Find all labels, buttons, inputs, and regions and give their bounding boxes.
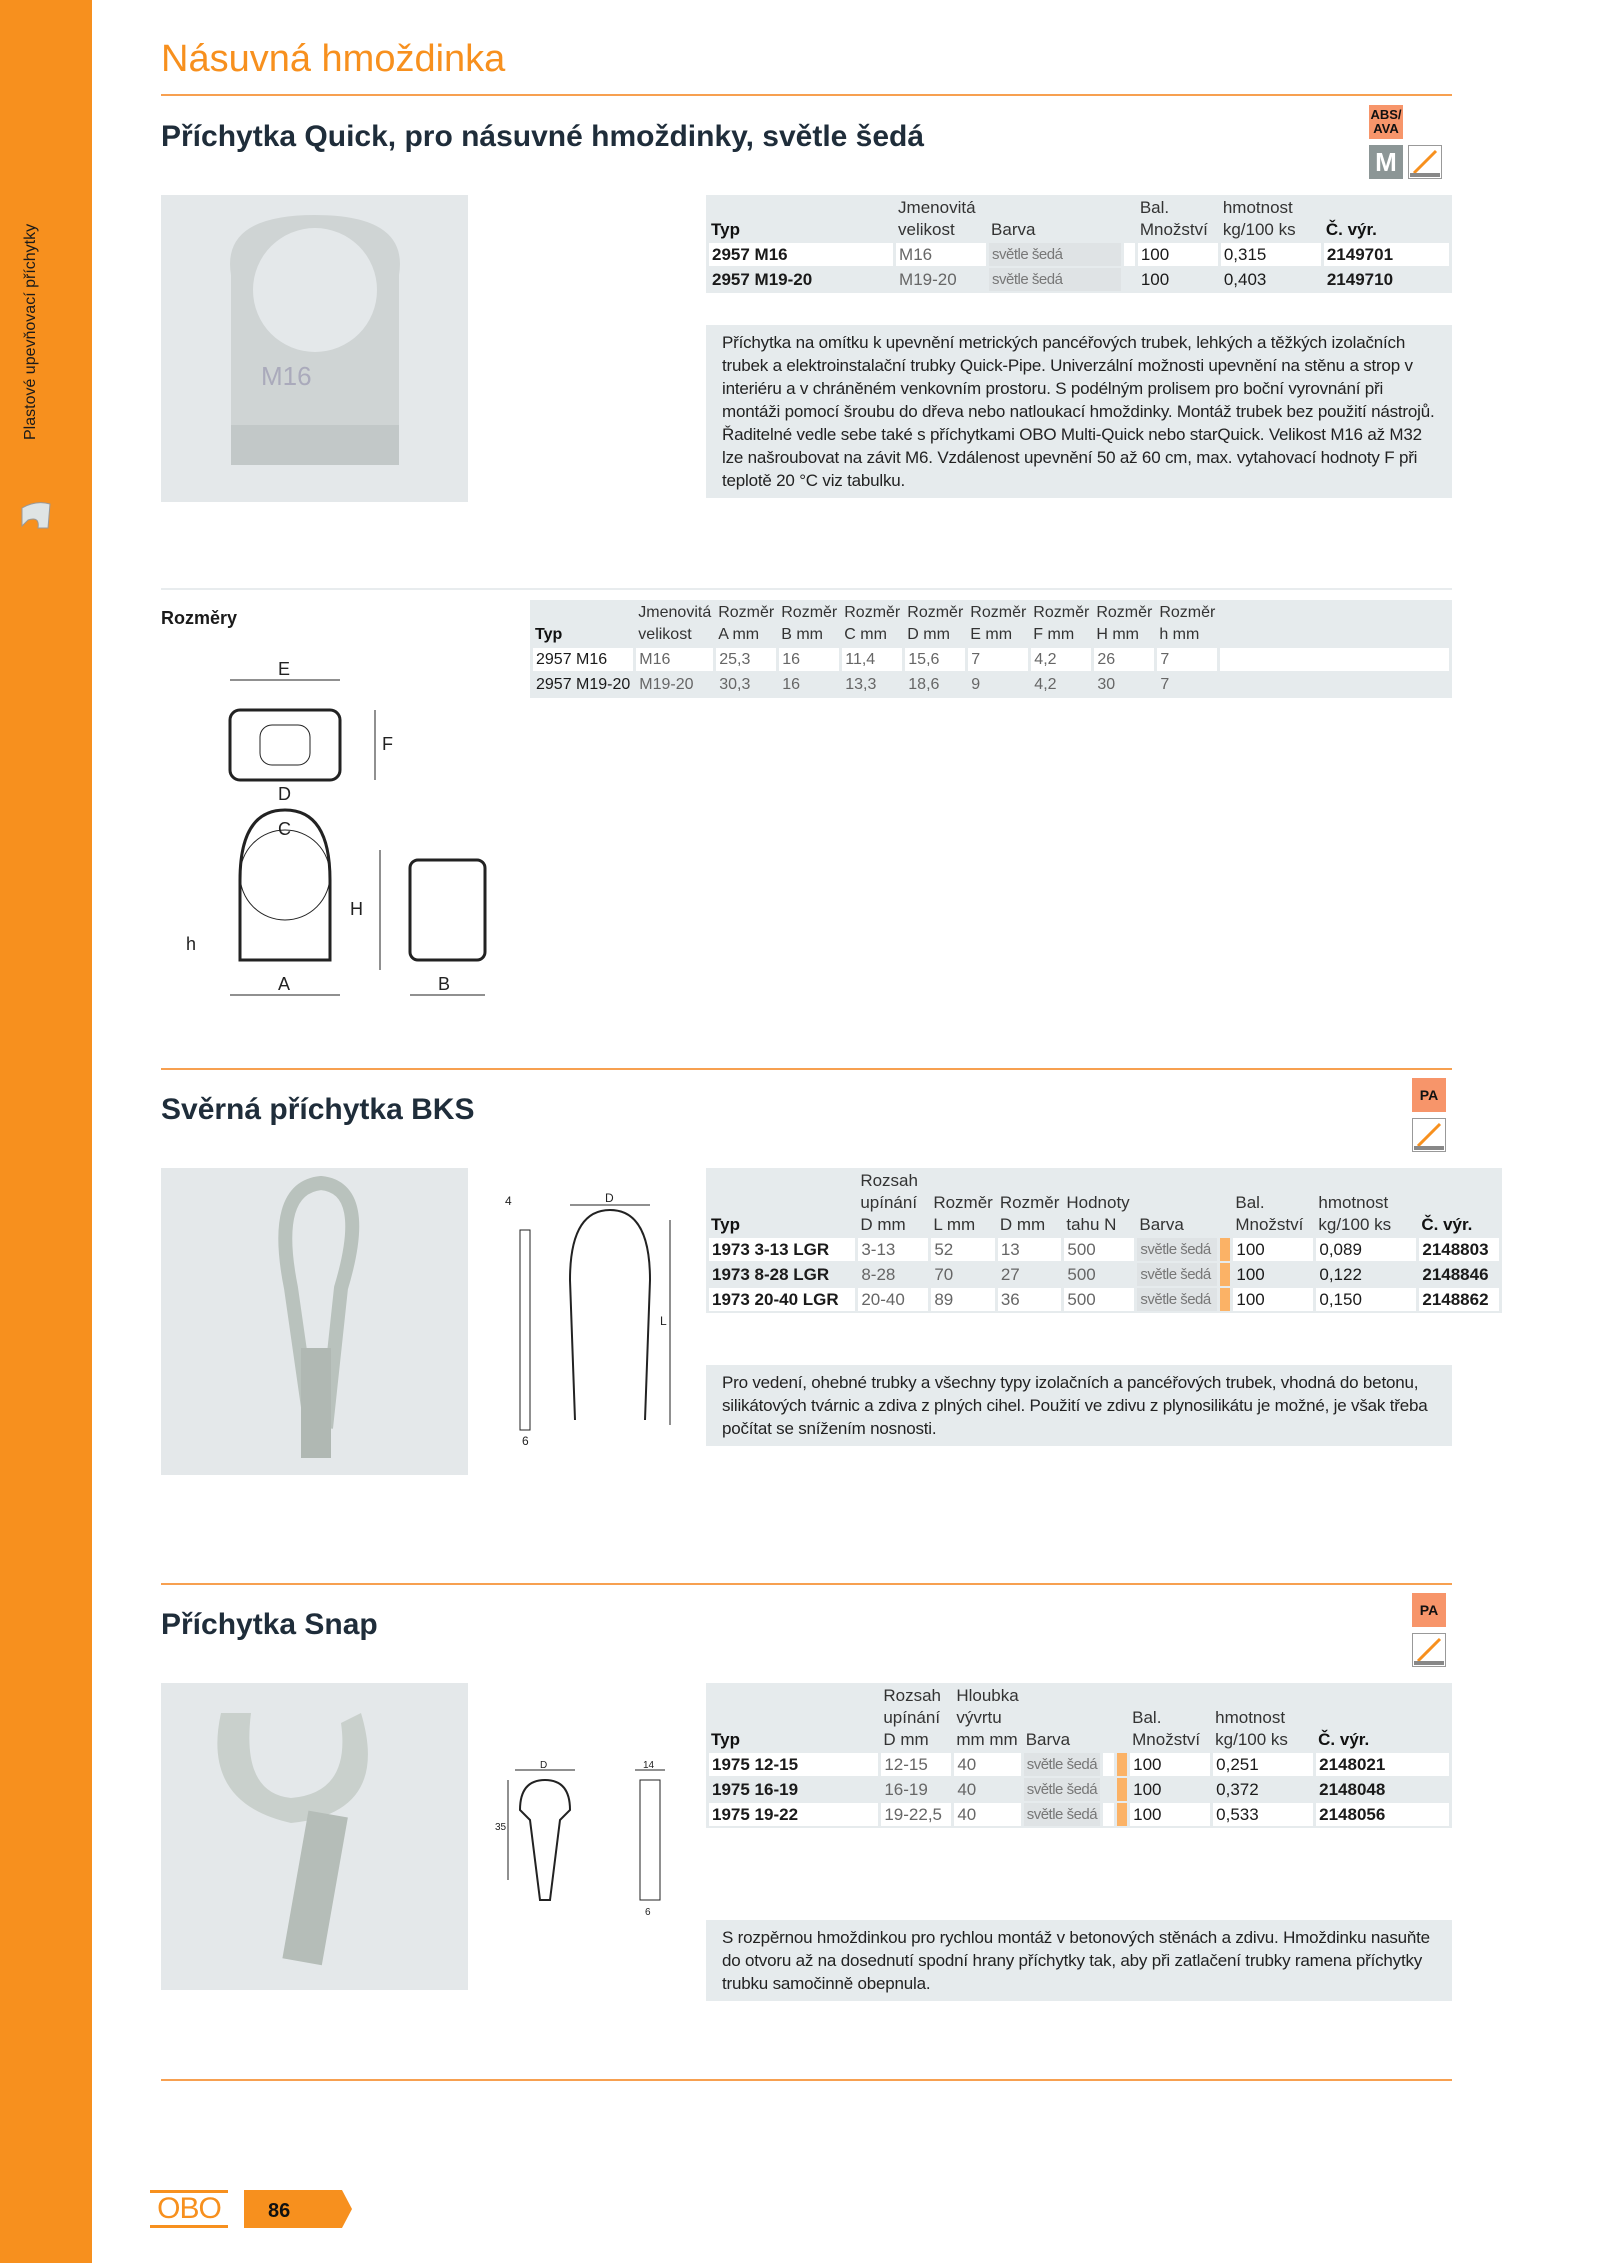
- table-cell: 100: [1130, 1803, 1210, 1826]
- table-row: [709, 1778, 1449, 1801]
- svg-text:D: D: [278, 784, 291, 804]
- table-cell: 40: [954, 1753, 1020, 1776]
- table-cell: 3-13: [858, 1238, 928, 1261]
- table-cell: M19-20: [896, 268, 986, 291]
- table-cell: 100: [1233, 1263, 1313, 1286]
- table-cell: 2148021: [1316, 1753, 1449, 1776]
- table-cell: světle šedá: [1024, 1753, 1100, 1776]
- table-cell: 2957 M19-20: [533, 673, 633, 696]
- table-cell: 1975 19-22: [709, 1803, 878, 1826]
- table-cell: světle šedá: [1137, 1288, 1217, 1311]
- svg-text:4: 4: [505, 1194, 512, 1208]
- column-header: Typ: [711, 220, 740, 239]
- table-cell: 4,2: [1031, 673, 1091, 696]
- table-cell: 1973 8-28 LGR: [709, 1263, 855, 1286]
- svg-text:C: C: [278, 819, 291, 839]
- product-photo: [161, 1683, 468, 1990]
- table-cell: 70: [931, 1263, 995, 1286]
- table-cell: 36: [998, 1288, 1062, 1311]
- table-cell: 0,315: [1221, 243, 1321, 266]
- table-cell: [1220, 1238, 1230, 1261]
- table-cell: světle šedá: [1024, 1803, 1100, 1826]
- product-description: S rozpěrnou hmoždinkou pro rychlou montáž v betonových stěnách a zdivu. Hmoždinku nasuňte do otvoru až na dosednutí spodní hrany příchytky tak, aby při zatlačení trubky ramena příchytky trubku samočinně obepnula.: [706, 1920, 1452, 2001]
- svg-text:F: F: [382, 734, 393, 754]
- column-header: [1117, 1685, 1127, 1751]
- table-cell: 20-40: [858, 1288, 928, 1311]
- svg-text:E: E: [278, 659, 291, 679]
- dimension-drawing: [490, 1190, 690, 1450]
- table-cell: 0,089: [1316, 1238, 1416, 1261]
- table-cell: světle šedá: [1024, 1778, 1100, 1801]
- table-cell: světle šedá: [989, 268, 1121, 291]
- table-cell: [1220, 673, 1449, 696]
- table-cell: 2957 M16: [533, 648, 633, 671]
- table-cell: M16: [636, 648, 713, 671]
- table-cell: M16: [896, 243, 986, 266]
- chapter-title: Násuvná hmoždinka: [161, 38, 506, 80]
- table-row: [709, 1288, 1499, 1311]
- table-cell: světle šedá: [1137, 1263, 1217, 1286]
- svg-text:D: D: [605, 1191, 614, 1205]
- table-cell: [1220, 1263, 1230, 1286]
- table-cell: 15,6: [905, 648, 965, 671]
- column-header: hmotnost kg/100 ks: [1215, 1708, 1288, 1749]
- section-title: Příchytka Quick, pro násuvné hmoždinky, světle šedá: [161, 120, 925, 153]
- table-row: [709, 243, 1449, 266]
- divider: [161, 1068, 1452, 1070]
- halogen-free-icon: [1412, 1118, 1446, 1152]
- material-badge: M: [1369, 145, 1403, 179]
- column-header: [1220, 1170, 1230, 1236]
- dimensions-label: Rozměry: [161, 608, 238, 628]
- page-number: 86: [268, 2200, 291, 2222]
- product-table: [706, 1168, 1502, 1313]
- table-cell: 1973 3-13 LGR: [709, 1238, 855, 1261]
- table-cell: [1124, 243, 1134, 266]
- table-cell: 500: [1064, 1263, 1134, 1286]
- column-header: Rozměr h mm: [1159, 604, 1216, 643]
- dimension-drawing: [170, 650, 490, 1020]
- table-cell: 9: [968, 673, 1028, 696]
- table-cell: [1117, 1803, 1127, 1826]
- column-header: [1220, 602, 1449, 646]
- table-row: [533, 648, 1449, 671]
- column-header: Rozměr D mm: [907, 604, 964, 643]
- column-header: Rozměr B mm: [781, 604, 838, 643]
- column-header: Bal. Množství: [1235, 1193, 1304, 1234]
- material-badge: ABS/ AVA: [1369, 105, 1403, 139]
- column-header: Rozměr D mm: [999, 1193, 1060, 1234]
- product-photo: [161, 1168, 468, 1475]
- product-description: Příchytka na omítku k upevnění metrických pancéřových trubek, lehkých a těžkých izolačních trubek a elektroinstalační trubky Quick-Pipe. Univerzální možnosti upevnění na stěnu a strop v interiéru a v chráněném venkovním prostoru. S podélným prolisem pro boční vyrovnání při montáži pomocí šroubu do dřeva nebo natloukací hmoždinky. Montáž trubek bez použití nástrojů. Řaditelné vedle sebe také s příchytkami OBO Multi-Quick nebo starQuick. Velikost M16 až M32 lze našroubovat na závit M6. Vzdálenost upevnění 50 až 60 cm, max. vytahovací hodnoty F při teplotě 20 °C viz tabulku.: [706, 325, 1452, 498]
- table-cell: 52: [931, 1238, 995, 1261]
- page-number-tab: [244, 2190, 354, 2228]
- table-cell: 27: [998, 1263, 1062, 1286]
- section-title: Příchytka Snap: [161, 1608, 378, 1641]
- column-header: Hloubka vývrtu mm mm: [956, 1686, 1019, 1749]
- divider: [161, 1583, 1452, 1585]
- section-title: Svěrná příchytka BKS: [161, 1093, 475, 1126]
- table-cell: 16: [779, 673, 839, 696]
- table-cell: 2957 M16: [709, 243, 893, 266]
- svg-text:D: D: [540, 1760, 548, 1771]
- table-cell: 40: [954, 1803, 1020, 1826]
- table-cell: 1973 20-40 LGR: [709, 1288, 855, 1311]
- product-table: [706, 1683, 1452, 1828]
- column-header: Č. výr.: [1318, 1730, 1370, 1749]
- table-cell: 13: [998, 1238, 1062, 1261]
- table-row: [709, 1263, 1499, 1286]
- halogen-free-icon: [1408, 145, 1442, 179]
- column-header: Jmenovitá velikost: [638, 604, 712, 643]
- column-header: Bal. Množství: [1132, 1708, 1201, 1749]
- table-cell: 25,3: [716, 648, 776, 671]
- table-cell: 19-22,5: [881, 1803, 951, 1826]
- table-cell: 100: [1138, 243, 1218, 266]
- table-row: [709, 1238, 1499, 1261]
- table-cell: 2148846: [1419, 1263, 1499, 1286]
- column-header: Rozměr C mm: [844, 604, 901, 643]
- table-cell: 1975 16-19: [709, 1778, 878, 1801]
- column-header: Rozměr F mm: [1033, 604, 1090, 643]
- photo-size-label: M16: [261, 361, 312, 391]
- table-cell: 30,3: [716, 673, 776, 696]
- column-header: Barva: [1025, 1730, 1071, 1749]
- table-cell: 100: [1130, 1753, 1210, 1776]
- dimension-drawing: [490, 1760, 690, 1920]
- column-header: hmotnost kg/100 ks: [1222, 198, 1296, 239]
- table-cell: 7: [968, 648, 1028, 671]
- table-cell: 26: [1094, 648, 1154, 671]
- table-cell: 0,122: [1316, 1263, 1416, 1286]
- table-cell: 0,403: [1221, 268, 1321, 291]
- clip-thumbnail-icon: [18, 498, 54, 532]
- column-header: Bal. Množství: [1139, 198, 1208, 239]
- table-cell: 2148056: [1316, 1803, 1449, 1826]
- column-header: Rozměr E mm: [970, 604, 1027, 643]
- table-cell: 2148048: [1316, 1778, 1449, 1801]
- svg-text:14: 14: [643, 1760, 655, 1771]
- column-header: Rozměr A mm: [718, 604, 775, 643]
- table-cell: 1975 12-15: [709, 1753, 878, 1776]
- column-header: Typ: [711, 1730, 740, 1749]
- column-header: Jmenovitá velikost: [898, 198, 976, 239]
- table-cell: 0,533: [1213, 1803, 1313, 1826]
- table-cell: 4,2: [1031, 648, 1091, 671]
- table-cell: 16: [779, 648, 839, 671]
- table-cell: 12-15: [881, 1753, 951, 1776]
- table-row: [709, 1753, 1449, 1776]
- table-cell: 40: [954, 1778, 1020, 1801]
- svg-text:h: h: [186, 934, 197, 954]
- table-cell: 2148803: [1419, 1238, 1499, 1261]
- table-cell: 18,6: [905, 673, 965, 696]
- svg-text:H: H: [350, 899, 363, 919]
- material-badge: PA: [1412, 1078, 1446, 1112]
- product-table: [706, 195, 1452, 293]
- table-cell: [1220, 1288, 1230, 1311]
- table-row: [533, 673, 1449, 696]
- table-cell: světle šedá: [1137, 1238, 1217, 1261]
- table-cell: světle šedá: [989, 243, 1121, 266]
- column-header: hmotnost kg/100 ks: [1318, 1193, 1392, 1234]
- divider: [161, 94, 1452, 96]
- sidebar-label: Plastové upevňovací příchytky: [22, 223, 39, 440]
- table-cell: 0,372: [1213, 1778, 1313, 1801]
- table-row: [709, 268, 1449, 291]
- table-cell: 500: [1064, 1238, 1134, 1261]
- column-header: Rozměr H mm: [1096, 604, 1153, 643]
- table-cell: [1124, 268, 1134, 291]
- divider: [161, 588, 1452, 590]
- column-header: Č. výr.: [1325, 220, 1377, 239]
- obo-logo: OBO: [150, 2190, 228, 2228]
- column-header: Barva: [1139, 1215, 1184, 1234]
- svg-text:L: L: [660, 1314, 667, 1328]
- svg-text:35: 35: [495, 1822, 507, 1833]
- product-photo: [161, 195, 468, 502]
- table-cell: 30: [1094, 673, 1154, 696]
- table-cell: 11,4: [842, 648, 902, 671]
- table-cell: [1103, 1778, 1114, 1801]
- table-cell: 2148862: [1419, 1288, 1499, 1311]
- table-cell: 0,150: [1316, 1288, 1416, 1311]
- column-header: Rozsah upínání D mm: [860, 1171, 918, 1234]
- column-header: [1124, 197, 1134, 241]
- column-header: Typ: [535, 626, 563, 643]
- table-cell: 500: [1064, 1288, 1134, 1311]
- svg-text:A: A: [278, 974, 291, 994]
- column-header: Rozsah upínání D mm: [883, 1686, 941, 1749]
- table-cell: 89: [931, 1288, 995, 1311]
- table-cell: 100: [1233, 1238, 1313, 1261]
- column-header: Hodnoty tahu N: [1066, 1193, 1130, 1234]
- table-cell: [1103, 1803, 1114, 1826]
- table-cell: 7: [1157, 648, 1217, 671]
- table-cell: 2149710: [1324, 268, 1449, 291]
- product-description: Pro vedení, ohebné trubky a všechny typy izolačních a pancéřových trubek, vhodná do betonu, silikátových tvárnic a zdiva z plných cihel. Použití ve zdivu z plynosilikátu je možné, je však třeba počítat se snížením nosnosti.: [706, 1365, 1452, 1446]
- sidebar: [0, 0, 92, 2263]
- dimensions-table: [530, 600, 1452, 698]
- table-cell: [1220, 648, 1449, 671]
- table-cell: 8-28: [858, 1263, 928, 1286]
- svg-text:6: 6: [522, 1434, 529, 1448]
- table-cell: 2149701: [1324, 243, 1449, 266]
- table-cell: 13,3: [842, 673, 902, 696]
- table-cell: 100: [1138, 268, 1218, 291]
- column-header: Rozměr L mm: [933, 1193, 993, 1234]
- table-cell: M19-20: [636, 673, 713, 696]
- svg-text:B: B: [438, 974, 451, 994]
- divider: [161, 2079, 1452, 2081]
- table-cell: [1117, 1753, 1127, 1776]
- table-cell: [1117, 1778, 1127, 1801]
- column-header: Č. výr.: [1421, 1215, 1473, 1234]
- table-cell: 100: [1130, 1778, 1210, 1801]
- svg-text:6: 6: [645, 1907, 651, 1918]
- table-cell: 0,251: [1213, 1753, 1313, 1776]
- table-cell: 16-19: [881, 1778, 951, 1801]
- table-cell: 2957 M19-20: [709, 268, 893, 291]
- halogen-free-icon: [1412, 1633, 1446, 1667]
- table-cell: 7: [1157, 673, 1217, 696]
- column-header: Barva: [991, 220, 1036, 239]
- material-badge: PA: [1412, 1593, 1446, 1627]
- table-cell: 100: [1233, 1288, 1313, 1311]
- column-header: Typ: [711, 1215, 740, 1234]
- table-cell: [1103, 1753, 1114, 1776]
- column-header: [1103, 1685, 1114, 1751]
- table-row: [709, 1803, 1449, 1826]
